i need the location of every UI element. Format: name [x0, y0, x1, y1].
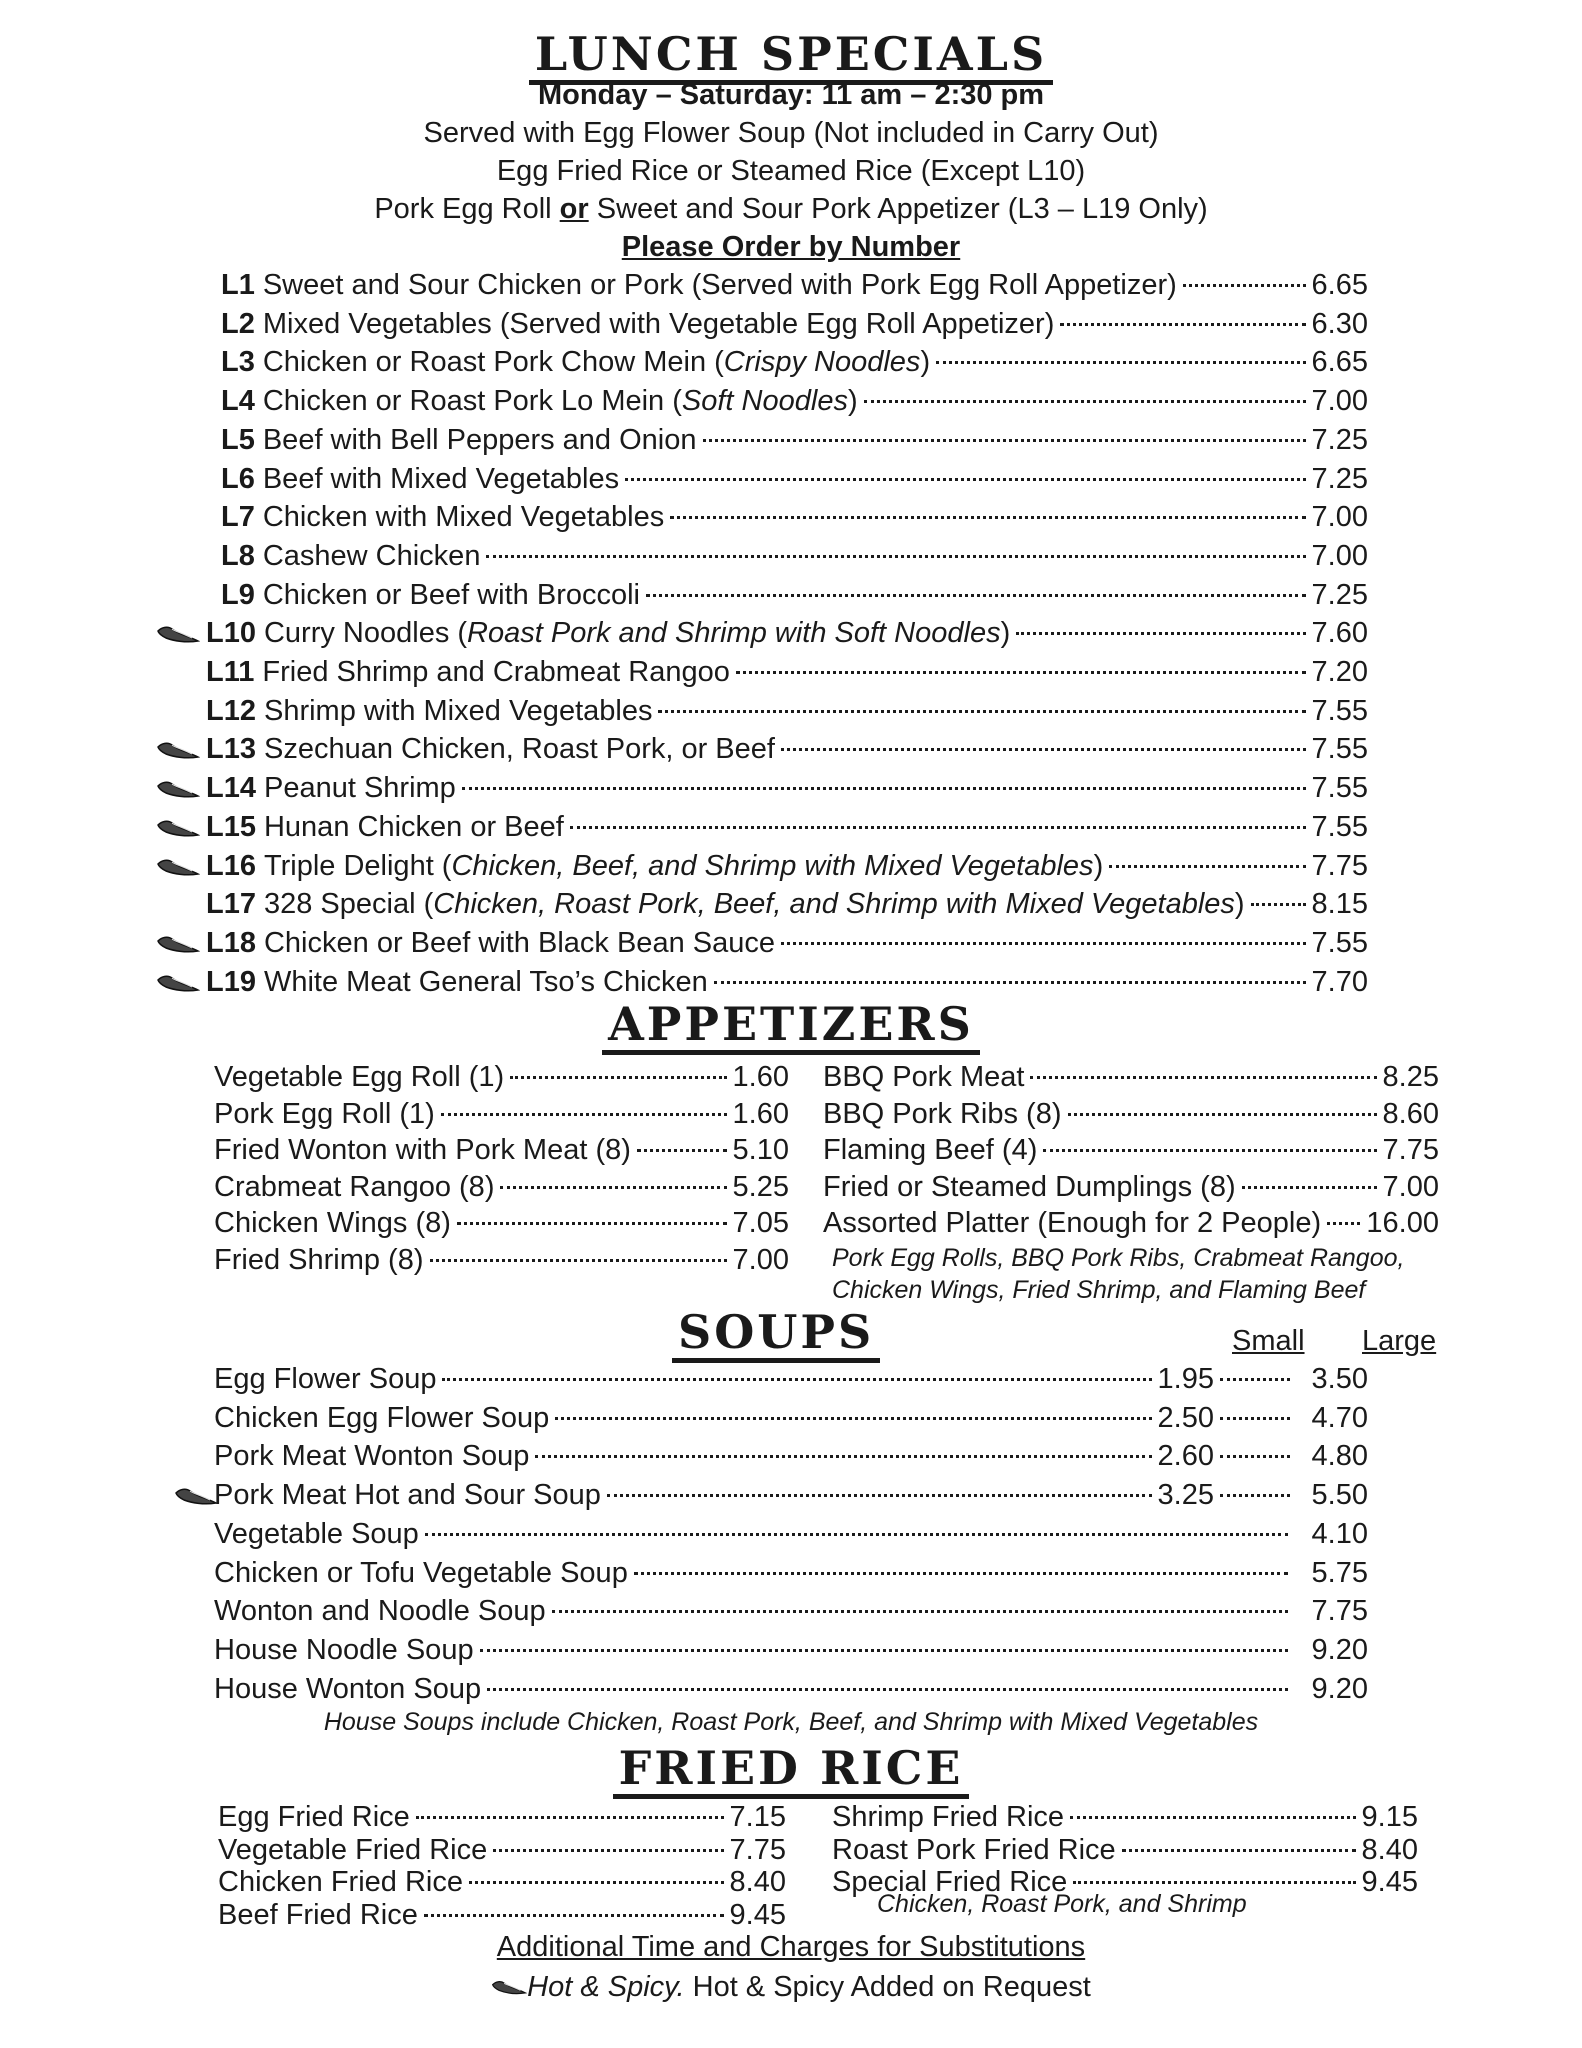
item-name-text: Beef with Mixed Vegetables: [262, 462, 620, 495]
dot-leader: [1068, 1113, 1377, 1116]
item-name: [221, 343, 930, 381]
lunch-item-row: [206, 614, 1368, 652]
item-price: 7.25: [1311, 578, 1368, 611]
dot-leader: [430, 1259, 727, 1262]
lunch-item-row: [206, 653, 1368, 691]
dot-leader: [424, 1914, 724, 1917]
dot-leader: [457, 1222, 727, 1225]
appetizer-row: [823, 1168, 1439, 1206]
soup-row: [214, 1360, 1368, 1398]
item-name-text: Special Fried Rice: [832, 1866, 1068, 1898]
dot-leader: [570, 826, 1306, 829]
lunch-item-row: [221, 305, 1368, 343]
item-code: L15: [206, 810, 256, 843]
dot-leader: [535, 1455, 1151, 1458]
dot-leader: [703, 439, 1306, 442]
chili-pepper-icon: [156, 780, 200, 800]
item-name-text: Chicken Egg Flower Soup: [214, 1401, 550, 1434]
lunch-item-row: [206, 769, 1368, 807]
item-name-text: Pork Meat Hot and Sour Soup: [214, 1479, 601, 1512]
large-price: 5.75: [1311, 1556, 1368, 1589]
item-price: 7.00: [1311, 501, 1368, 534]
dot-leader: [1122, 1849, 1356, 1852]
chili-pepper-icon: [156, 858, 200, 878]
appetizer-row: [214, 1241, 789, 1279]
item-price: 7.00: [1311, 385, 1368, 418]
small-price: 2.50: [1157, 1401, 1214, 1434]
dot-leader: [1242, 1186, 1377, 1189]
item-name-text: Mixed Vegetables (Served with Vegetable Egg Roll Appetizer): [262, 307, 1055, 340]
item-name: [206, 963, 708, 1001]
item-name-text: Szechuan Chicken, Roast Pork, or Beef: [263, 733, 775, 766]
item-price: 9.45: [1361, 1866, 1418, 1898]
dot-leader: [646, 594, 1306, 597]
lunch-specials-title: LUNCH SPECIALS: [0, 28, 1582, 85]
item-name: [214, 1168, 494, 1206]
item-price: 7.60: [1311, 617, 1368, 650]
item-price: 7.00: [732, 1243, 789, 1276]
lunch-item-row: [206, 963, 1368, 1001]
item-code: L11: [206, 656, 255, 688]
large-price: 7.75: [1311, 1595, 1368, 1628]
dot-leader: [1220, 1494, 1290, 1497]
lunch-rice-note: Egg Fried Rice or Steamed Rice (Except L10): [496, 155, 1086, 187]
item-price: 1.60: [732, 1061, 789, 1093]
appetizer-row: [823, 1204, 1439, 1242]
item-price: 8.60: [1382, 1097, 1439, 1130]
item-code: L6: [221, 462, 255, 495]
item-name: [221, 382, 858, 420]
item-name: [214, 1204, 451, 1242]
soup-row: [214, 1554, 1368, 1592]
item-name: [206, 692, 652, 730]
item-price: 7.55: [1311, 733, 1368, 766]
platter-note-line-2: Chicken Wings, Fried Shrimp, and Flaming Beef: [832, 1276, 1366, 1304]
item-name-tail: ): [847, 385, 858, 418]
dot-leader: [425, 1533, 1288, 1536]
dot-leader: [1220, 1378, 1290, 1381]
item-description: Chicken, Roast Pork, Beef, and Shrimp with Mixed Vegetables: [433, 888, 1235, 921]
chili-pepper-icon: [156, 935, 200, 955]
item-name-text: Fried or Steamed Dumplings (8): [823, 1170, 1236, 1203]
order-by-number-note: Please Order by Number: [621, 231, 961, 263]
item-name: [214, 1131, 631, 1169]
item-name-text: Hunan Chicken or Beef: [263, 810, 564, 843]
item-name: [214, 1592, 546, 1630]
item-code: L9: [221, 578, 255, 611]
item-name: [206, 924, 775, 962]
lunch-item-row: [221, 460, 1368, 498]
dot-leader: [416, 1816, 724, 1819]
item-price: 7.55: [1311, 772, 1368, 805]
item-price: 8.40: [1361, 1833, 1418, 1866]
dot-leader: [637, 1149, 727, 1152]
soups-small-header: Small: [1232, 1325, 1305, 1357]
item-name: [206, 847, 1103, 885]
item-price: 8.40: [729, 1866, 786, 1898]
item-code: L14: [206, 772, 256, 805]
large-price: 9.20: [1311, 1633, 1368, 1666]
item-name: [214, 1058, 504, 1096]
item-name-text: Chicken Wings (8): [214, 1207, 451, 1239]
item-code: L2: [221, 307, 255, 340]
appetizer-row: [214, 1058, 789, 1096]
fried-rice-title: FRIED RICE: [0, 1742, 1582, 1799]
item-name: [214, 1360, 436, 1398]
item-price: 7.75: [729, 1833, 786, 1866]
platter-note-line-1: Pork Egg Rolls, BBQ Pork Ribs, Crabmeat Rangoo,: [832, 1244, 1405, 1272]
dot-leader: [936, 361, 1305, 364]
item-name: [214, 1241, 424, 1279]
dot-leader: [607, 1494, 1152, 1497]
lunch-item-row: [221, 576, 1368, 614]
dot-leader: [493, 1849, 723, 1852]
item-name-text: Fried Shrimp (8): [214, 1243, 424, 1276]
item-name-text: Chicken with Mixed Vegetables: [262, 501, 665, 534]
item-name-text: Cashew Chicken: [262, 539, 481, 572]
item-name-text: Chicken or Beef with Broccoli: [262, 578, 640, 611]
lunch-item-row: [206, 924, 1368, 962]
substitutions-note: Additional Time and Charges for Substitutions: [496, 1931, 1086, 1963]
dot-leader: [1251, 903, 1306, 906]
item-name: [214, 1399, 549, 1437]
dot-leader: [441, 1113, 727, 1116]
item-name: [221, 576, 640, 614]
item-price: 7.55: [1311, 810, 1368, 843]
chili-pepper-icon: [491, 1979, 527, 1997]
item-name: [823, 1058, 1024, 1096]
soup-row: [214, 1592, 1368, 1630]
dot-leader: [658, 710, 1305, 713]
dot-leader: [1070, 1816, 1355, 1819]
item-price: 7.55: [1311, 926, 1368, 959]
lunch-hours: Monday – Saturday: 11 am – 2:30 pm: [537, 79, 1045, 111]
item-name-text: Chicken or Roast Pork Chow Mein (: [262, 346, 724, 379]
item-code: L4: [221, 385, 255, 418]
item-price: 7.55: [1311, 694, 1368, 727]
soup-row: [214, 1670, 1368, 1708]
item-name-tail: ): [1234, 888, 1245, 921]
item-price: 16.00: [1366, 1207, 1439, 1239]
item-name-text: Beef with Bell Peppers and Onion: [262, 423, 697, 456]
appetizer-row: [823, 1095, 1439, 1133]
soup-row: [214, 1399, 1368, 1437]
lunch-appetizer-note: Pork Egg Roll or Sweet and Sour Pork Appetizer (L3 – L19 Only): [374, 193, 1208, 225]
dot-leader: [462, 787, 1306, 790]
dot-leader: [1016, 632, 1305, 635]
lunch-item-row: [206, 847, 1368, 885]
item-price: 9.15: [1361, 1801, 1418, 1833]
item-name-text: Shrimp with Mixed Vegetables: [263, 694, 653, 727]
item-name-text: Beef Fried Rice: [218, 1898, 418, 1931]
item-name-text: Pork Meat Wonton Soup: [214, 1440, 530, 1473]
lunch-item-row: [206, 730, 1368, 768]
item-name-text: Peanut Shrimp: [263, 772, 456, 805]
item-name: [214, 1515, 419, 1553]
house-soups-note: House Soups include Chicken, Roast Pork, Beef, and Shrimp with Mixed Vegetables: [323, 1708, 1259, 1736]
item-name-text: Egg Flower Soup: [214, 1363, 437, 1395]
large-price: 9.20: [1311, 1672, 1368, 1705]
item-name-text: Pork Egg Roll (1): [214, 1097, 435, 1130]
item-code: L12: [206, 694, 256, 727]
item-name: [214, 1095, 435, 1133]
item-name: [206, 614, 1010, 652]
item-name: [823, 1095, 1062, 1133]
item-price: 7.00: [1311, 539, 1368, 572]
item-code: L10: [206, 617, 256, 650]
item-name-text: Roast Pork Fried Rice: [832, 1833, 1116, 1866]
item-price: 9.45: [729, 1898, 786, 1931]
lunch-item-row: [206, 692, 1368, 730]
dot-leader: [864, 400, 1306, 403]
item-name: [214, 1670, 481, 1708]
dot-leader: [1060, 323, 1305, 326]
item-price: 6.30: [1311, 307, 1368, 340]
item-name: [214, 1554, 628, 1592]
item-name-text: Triple Delight (: [263, 849, 452, 882]
item-name-text: BBQ Pork Ribs (8): [823, 1097, 1062, 1130]
item-name-text: Flaming Beef (4): [823, 1134, 1038, 1166]
lunch-item-row: [221, 537, 1368, 575]
dot-leader: [510, 1076, 726, 1079]
large-price: 4.70: [1311, 1401, 1368, 1434]
lunch-item-row: [221, 266, 1368, 304]
lunch-item-row: [221, 498, 1368, 536]
item-name-text: Shrimp Fried Rice: [832, 1801, 1065, 1833]
item-code: L13: [206, 733, 256, 766]
item-description: Roast Pork and Shrimp with Soft Noodles: [467, 617, 1001, 650]
lunch-item-row: [206, 885, 1368, 923]
dot-leader: [1109, 865, 1305, 868]
item-price: 7.05: [732, 1207, 789, 1239]
item-name-text: White Meat General Tso’s Chicken: [263, 965, 708, 998]
item-code: L17: [206, 888, 256, 921]
item-code: L19: [206, 965, 256, 998]
item-price: 7.00: [1382, 1170, 1439, 1203]
item-price: 7.25: [1311, 462, 1368, 495]
dot-leader: [1183, 284, 1306, 287]
item-code: L7: [221, 501, 255, 534]
item-price: 6.65: [1311, 346, 1368, 379]
dot-leader: [1030, 1076, 1376, 1079]
item-name: [206, 653, 730, 691]
dot-leader: [670, 516, 1305, 519]
item-name-text: Chicken or Roast Pork Lo Mein (: [262, 385, 682, 418]
item-name: [823, 1168, 1236, 1206]
item-name-text: Vegetable Soup: [214, 1517, 419, 1550]
item-price: 7.15: [729, 1801, 786, 1833]
appetizers-title: APPETIZERS: [0, 998, 1582, 1055]
item-name-text: House Wonton Soup: [214, 1672, 482, 1705]
item-price: 7.25: [1311, 423, 1368, 456]
item-name: [221, 498, 664, 536]
item-name-tail: ): [920, 346, 931, 379]
dot-leader: [469, 1881, 724, 1884]
appetizer-row: [214, 1168, 789, 1206]
chili-pepper-icon: [156, 974, 200, 994]
item-name: [221, 460, 619, 498]
dot-leader: [442, 1378, 1151, 1381]
item-name-text: Sweet and Sour Chicken or Pork (Served with Pork Egg Roll Appetizer): [262, 269, 1177, 301]
item-name: [221, 421, 697, 459]
hot-spicy-legend: Hot & Spicy. Hot & Spicy Added on Request: [0, 1968, 1582, 2006]
item-name: [221, 537, 480, 575]
lunch-item-row: [221, 382, 1368, 420]
item-price: 7.20: [1311, 656, 1368, 688]
item-name-text: Chicken or Tofu Vegetable Soup: [214, 1556, 628, 1589]
chili-pepper-icon: [156, 741, 200, 761]
item-name: [823, 1131, 1037, 1169]
item-name-tail: ): [1000, 617, 1011, 650]
appetizer-row: [214, 1204, 789, 1242]
soup-row: [214, 1476, 1368, 1514]
dot-leader: [781, 748, 1306, 751]
dot-leader: [1220, 1455, 1290, 1458]
item-name-tail: ): [1093, 849, 1104, 882]
item-name: [214, 1476, 601, 1514]
item-name-text: Chicken or Beef with Black Bean Sauce: [263, 926, 775, 959]
soup-row: [214, 1437, 1368, 1475]
appetizer-row: [823, 1058, 1439, 1096]
chili-pepper-icon: [156, 625, 200, 645]
dot-leader: [714, 981, 1306, 984]
item-name: [823, 1204, 1321, 1242]
item-name-text: Crabmeat Rangoo (8): [214, 1170, 495, 1203]
item-price: 7.75: [1382, 1134, 1439, 1166]
dot-leader: [1220, 1417, 1290, 1420]
dot-leader: [781, 942, 1306, 945]
dot-leader: [625, 478, 1305, 481]
small-price: 1.95: [1157, 1363, 1214, 1395]
item-name-text: Curry Noodles (: [263, 617, 468, 650]
item-price: 8.25: [1382, 1061, 1439, 1093]
item-name: [221, 305, 1054, 343]
item-name-text: House Noodle Soup: [214, 1633, 474, 1666]
dot-leader: [480, 1649, 1288, 1652]
item-name: [214, 1631, 474, 1669]
item-description: Crispy Noodles: [723, 346, 921, 379]
item-description: Chicken, Beef, and Shrimp with Mixed Vegetables: [451, 849, 1094, 882]
large-price: 4.80: [1311, 1440, 1368, 1473]
dot-leader: [1327, 1222, 1360, 1225]
item-price: 1.60: [732, 1097, 789, 1130]
dot-leader: [736, 671, 1306, 674]
dot-leader: [555, 1417, 1151, 1420]
item-price: 6.65: [1311, 269, 1368, 301]
soup-row: [214, 1631, 1368, 1669]
small-price: 2.60: [1157, 1440, 1214, 1473]
item-code: L1: [221, 269, 255, 301]
item-code: L3: [221, 346, 255, 379]
large-price: 3.50: [1311, 1363, 1368, 1395]
item-price: 7.70: [1311, 965, 1368, 998]
item-name-text: Vegetable Fried Rice: [218, 1833, 488, 1866]
item-name-text: Fried Wonton with Pork Meat (8): [214, 1134, 631, 1166]
item-description: Soft Noodles: [681, 385, 848, 418]
item-name-text: Assorted Platter (Enough for 2 People): [823, 1207, 1322, 1239]
soup-row: [214, 1515, 1368, 1553]
item-name: [214, 1437, 529, 1475]
item-code: L16: [206, 849, 256, 882]
item-name: [206, 769, 456, 807]
item-price: 5.25: [732, 1170, 789, 1203]
item-name: [206, 808, 564, 846]
special-fried-rice-note: Chicken, Roast Pork, and Shrimp: [877, 1890, 1247, 1918]
item-name-text: BBQ Pork Meat: [823, 1061, 1025, 1093]
item-name: [206, 885, 1245, 923]
appetizer-row: [823, 1131, 1439, 1169]
item-code: L18: [206, 926, 256, 959]
item-name-text: Fried Shrimp and Crabmeat Rangoo: [262, 656, 730, 688]
dot-leader: [487, 1688, 1288, 1691]
item-name: [206, 730, 775, 768]
item-price: 8.15: [1311, 888, 1368, 921]
item-name-text: Egg Fried Rice: [218, 1801, 410, 1833]
lunch-item-row: [221, 343, 1368, 381]
dot-leader: [1073, 1881, 1355, 1884]
item-name-text: 328 Special (: [263, 888, 434, 921]
soups-title: SOUPS: [672, 1306, 880, 1363]
lunch-item-row: [221, 421, 1368, 459]
appetizer-row: [214, 1095, 789, 1133]
large-price: 5.50: [1311, 1479, 1368, 1512]
dot-leader: [552, 1610, 1288, 1613]
dot-leader: [500, 1186, 726, 1189]
item-price: 5.10: [732, 1134, 789, 1166]
chili-pepper-icon: [156, 819, 200, 839]
lunch-soup-note: Served with Egg Flower Soup (Not included in Carry Out): [423, 117, 1159, 149]
item-name: [221, 266, 1177, 304]
item-name-text: Chicken Fried Rice: [218, 1866, 463, 1898]
small-price: 3.25: [1157, 1479, 1214, 1512]
dot-leader: [634, 1572, 1288, 1575]
dot-leader: [486, 555, 1305, 558]
large-price: 4.10: [1311, 1517, 1368, 1550]
item-name-text: Wonton and Noodle Soup: [214, 1595, 546, 1628]
item-code: L5: [221, 423, 255, 456]
item-price: 7.75: [1311, 849, 1368, 882]
appetizer-row: [214, 1131, 789, 1169]
soups-large-header: Large: [1362, 1325, 1437, 1357]
chili-pepper-icon: [174, 1487, 218, 1507]
item-name-text: Vegetable Egg Roll (1): [214, 1061, 505, 1093]
lunch-item-row: [206, 808, 1368, 846]
dot-leader: [1043, 1149, 1376, 1152]
item-code: L8: [221, 539, 255, 572]
